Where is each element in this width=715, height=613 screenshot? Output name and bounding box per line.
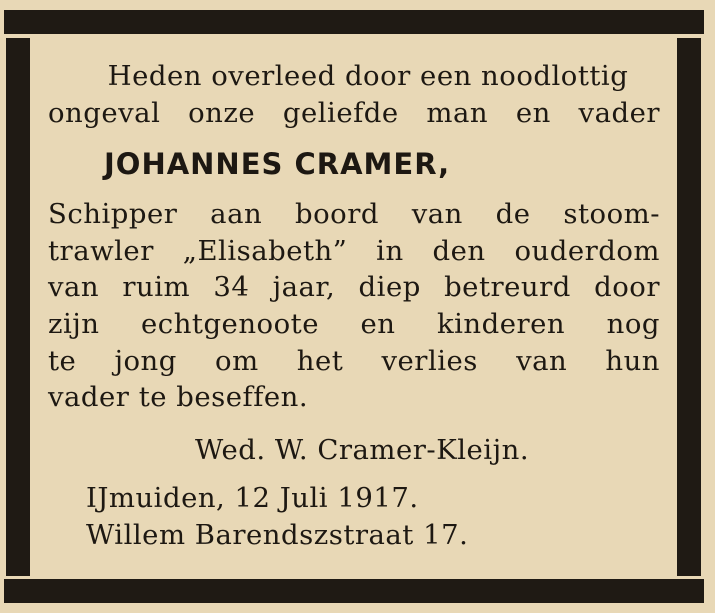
- opening-block: [48, 58, 660, 131]
- right-border: [677, 38, 701, 576]
- address: Willem Barendszstraat 17.: [86, 518, 469, 551]
- opening-line-2: ongeval onze geliefde man en vader: [48, 96, 660, 129]
- body-block: [48, 196, 660, 416]
- place-block: [86, 480, 606, 553]
- bottom-border: [4, 579, 704, 603]
- signature: Wed. W. Cramer-Kleijn.: [195, 434, 530, 466]
- body-line-5: te jong om het verlies van hun: [48, 344, 660, 377]
- signature-block: [195, 432, 615, 469]
- body-line-6: vader te beseffen.: [48, 381, 309, 414]
- deceased-name: JOHANNES CRAMER,: [104, 147, 451, 181]
- body-line-3: van ruim 34 jaar, diep betreurd door: [48, 271, 660, 304]
- body-line-4: zijn echtgenoote en kinderen nog: [48, 308, 660, 341]
- top-border: [4, 10, 704, 34]
- left-border: [6, 38, 30, 576]
- opening-line-1: Heden overleed door een noodlottig: [107, 60, 629, 92]
- body-line-1: Schipper aan boord van de stoom-: [48, 198, 660, 230]
- name-block: [48, 146, 660, 183]
- body-line-2: trawler „Elisabeth” in den ouderdom: [48, 234, 660, 267]
- place-date: IJmuiden, 12 Juli 1917.: [86, 482, 419, 514]
